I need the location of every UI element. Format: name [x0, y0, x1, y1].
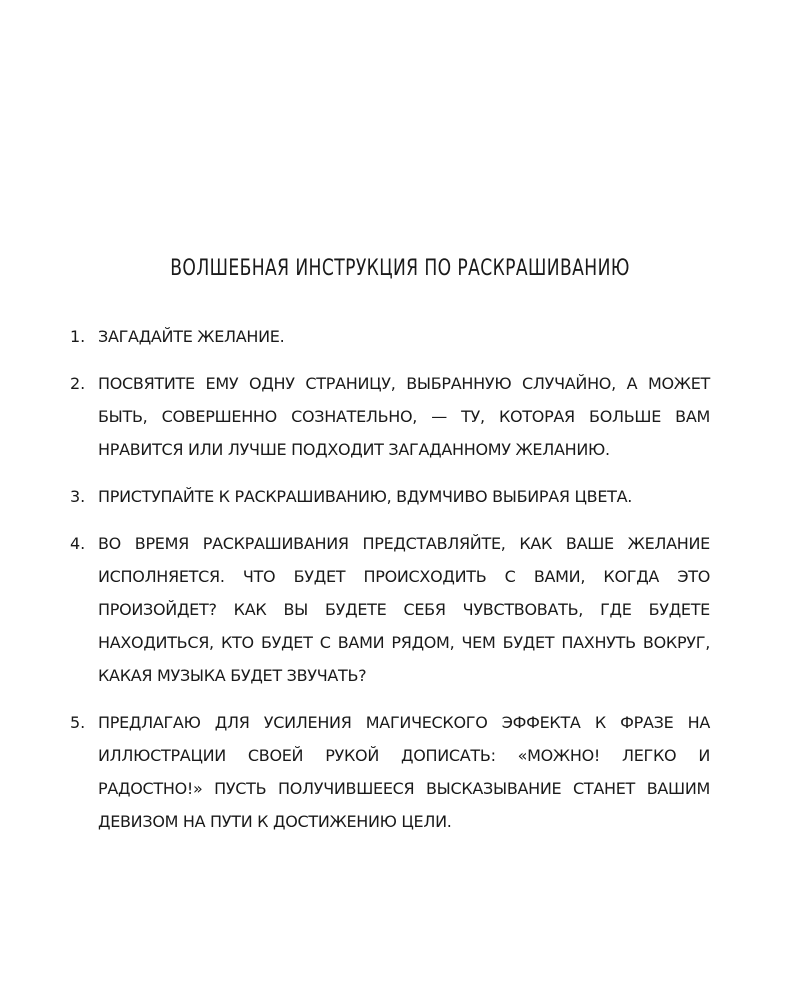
instruction-list: [70, 320, 710, 852]
item-text: ПРИСТУПАЙТЕ К РАСКРАШИВАНИЮ, ВДУМЧИВО ВЫБИРАЯ ЦВЕТА.: [98, 487, 633, 506]
list-item: [70, 367, 710, 466]
list-item: [70, 320, 710, 353]
item-number: 1.: [70, 327, 86, 346]
list-item: [70, 480, 710, 513]
item-number: 5.: [70, 713, 86, 732]
list-item: [70, 527, 710, 692]
list-item: [70, 706, 710, 838]
item-text: ЗАГАДАЙТЕ ЖЕЛАНИЕ.: [98, 327, 285, 346]
item-number: 3.: [70, 487, 86, 506]
item-number: 2.: [70, 374, 86, 393]
item-number: 4.: [70, 534, 86, 553]
item-text: ПРЕДЛАГАЮ ДЛЯ УСИЛЕНИЯ МАГИЧЕСКОГО ЭФФЕКТА К ФРАЗЕ НА ИЛЛЮСТРАЦИИ СВОЕЙ РУКОЙ ДОПИСАТЬ: «МОЖНО! ЛЕГКО И РАДОСТНО!» ПУСТЬ ПОЛУЧИВШЕЕСЯ ВЫСКАЗЫВАНИЕ СТАНЕТ ВАШИМ ДЕВИЗОМ НА ПУТИ К ДОСТИЖЕНИЮ ЦЕЛИ.: [98, 713, 710, 831]
item-text: ВО ВРЕМЯ РАСКРАШИВАНИЯ ПРЕДСТАВЛЯЙТЕ, КАК ВАШЕ ЖЕЛАНИЕ ИСПОЛНЯЕТСЯ. ЧТО БУДЕТ ПРОИСХОДИТЬ С ВАМИ, КОГДА ЭТО ПРОИЗОЙДЕТ? КАК ВЫ БУДЕТЕ СЕБЯ ЧУВСТВОВАТЬ, ГДЕ БУДЕТЕ НАХОДИТЬСЯ, КТО БУДЕТ С ВАМИ РЯДОМ, ЧЕМ БУДЕТ ПАХНУТЬ ВОКРУГ, КАКАЯ МУЗЫКА БУДЕТ ЗВУЧАТЬ?: [98, 534, 710, 685]
item-text: ПОСВЯТИТЕ ЕМУ ОДНУ СТРАНИЦУ, ВЫБРАННУЮ СЛУЧАЙНО, А МОЖЕТ БЫТЬ, СОВЕРШЕННО СОЗНАТЕЛЬНО, — ТУ, КОТОРАЯ БОЛЬШЕ ВАМ НРАВИТСЯ ИЛИ ЛУЧШЕ ПОДХОДИТ ЗАГАДАННОМУ ЖЕЛАНИЮ.: [98, 374, 710, 459]
page-title: ВОЛШЕБНАЯ ИНСТРУКЦИЯ ПО РАСКРАШИВАНИЮ: [170, 256, 630, 281]
